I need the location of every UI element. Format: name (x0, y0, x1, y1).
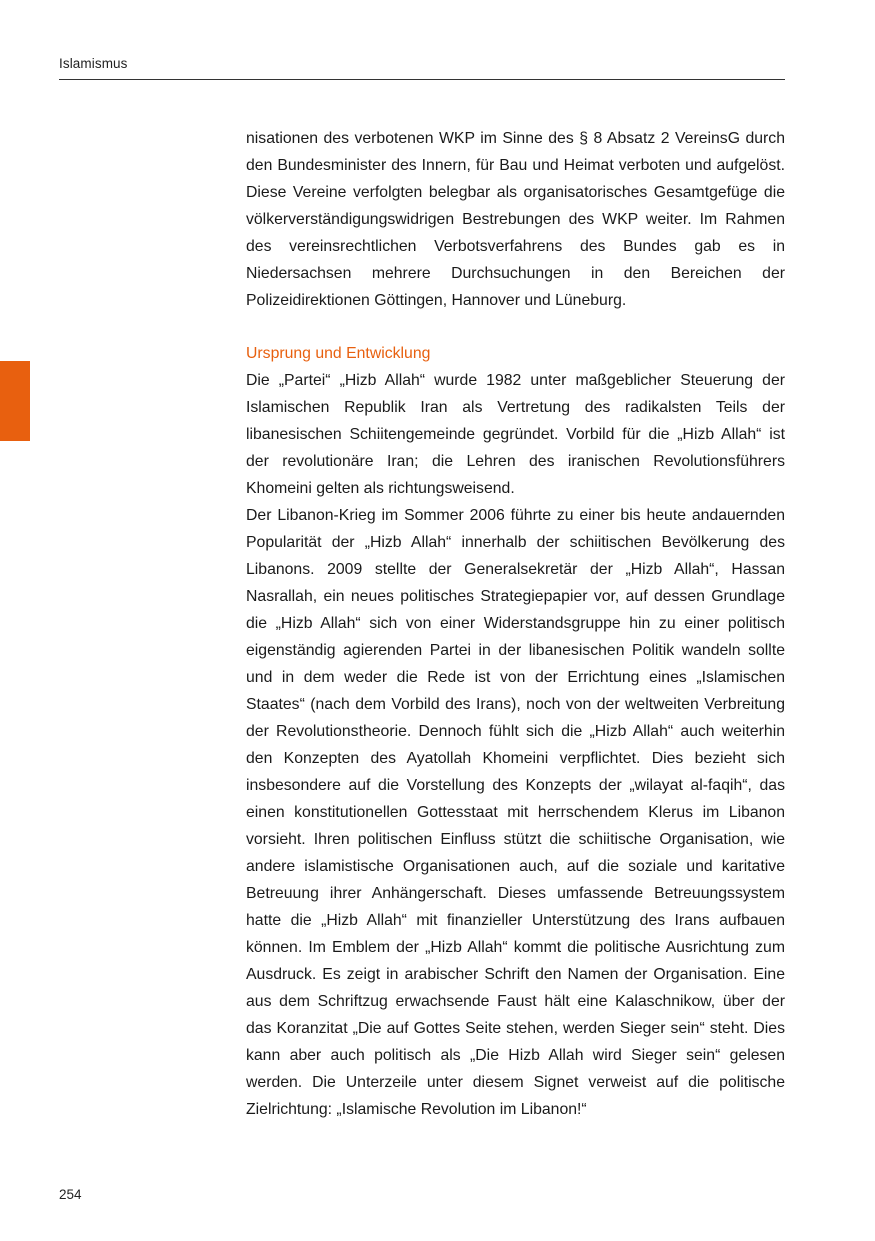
intro-paragraph: nisationen des verbotenen WKP im Sinne des § 8 Absatz 2 VereinsG durch den Bundesminister des Innern, für Bau und Heimat verboten und aufgelöst. Diese Vereine verfolgten belegbar als organisatorisches Gesamtgefüge die völkerverständigungswidrigen Bestrebungen des WKP weiter. Im Rahmen des vereinsrechtlichen Verbotsverfahrens des Bundes gab es in Niedersachsen mehrere Durchsuchungen in den Bereichen der Polizeidirektionen Göttingen, Hannover und Lüneburg. (246, 130, 785, 309)
page-number: 254 (59, 1187, 82, 1202)
section-tab-marker (0, 361, 30, 441)
body-paragraph-1: Die „Partei“ „Hizb Allah“ wurde 1982 unter maßgeblicher Steuerung der Islamischen Republik Iran als Vertretung des radikalsten Teils der libanesischen Schiitengemeinde gegründet. Vorbild für die „Hizb Allah“ ist der revolutionäre Iran; die Lehren des iranischen Revolutionsführers Khomeini gelten als richtungsweisend. (246, 372, 785, 497)
main-text-column (246, 125, 785, 1123)
section-heading: Ursprung und Entwicklung (246, 345, 431, 362)
body-paragraph-2: Der Libanon-Krieg im Sommer 2006 führte zu einer bis heute andauernden Popularität der „Hizb Allah“ innerhalb der schiitischen Bevölkerung des Libanons. 2009 stellte der Generalsekretär der „Hizb Allah“, Hassan Nasrallah, ein neues politisches Strategiepapier vor, auf dessen Grundlage die „Hizb Allah“ sich von einer Widerstandsgruppe hin zu einer politisch eigenständig agierenden Partei in der libanesischen Politik wandeln sollte und in dem weder die Rede ist von der Errichtung eines „Islamischen Staates“ (nach dem Vorbild des Irans), noch von der weltweiten Verbreitung der Revolutionstheorie. Dennoch fühlt sich die „Hizb Allah“ auch weiterhin den Konzepten des Ayatollah Khomeini verpflichtet. Dies bezieht sich insbesondere auf die Vorstellung des Konzepts der „wilayat al-faqih“, das einen konstitutionellen Gottesstaat mit herrschendem Klerus im Libanon vorsieht. Ihren politischen Einfluss stützt die schiitische Organisation, wie andere islamistische Organisationen auch, auf die soziale und karitative Betreuung ihrer Anhängerschaft. Dieses umfassende Betreuungssystem hatte die „Hizb Allah“ mit finanzieller Unterstützung des Irans aufbauen können. Im Emblem der „Hizb Allah“ kommt die politische Ausrichtung zum Ausdruck. Es zeigt in arabischer Schrift den Namen der Organisation. Eine aus dem Schriftzug erwachsende Faust hält eine Kalaschnikow, über der das Koranzitat „Die auf Gottes Seite stehen, werden Sieger sein“ steht. Dies kann aber auch politisch als „Die Hizb Allah wird Sieger sein“ gelesen werden. Die Unterzeile unter diesem Signet verweist auf die politische Zielrichtung: „Islamische Revolution im Libanon!“ (246, 507, 785, 1118)
running-header: Islamismus (59, 56, 128, 71)
header-rule (59, 79, 785, 80)
